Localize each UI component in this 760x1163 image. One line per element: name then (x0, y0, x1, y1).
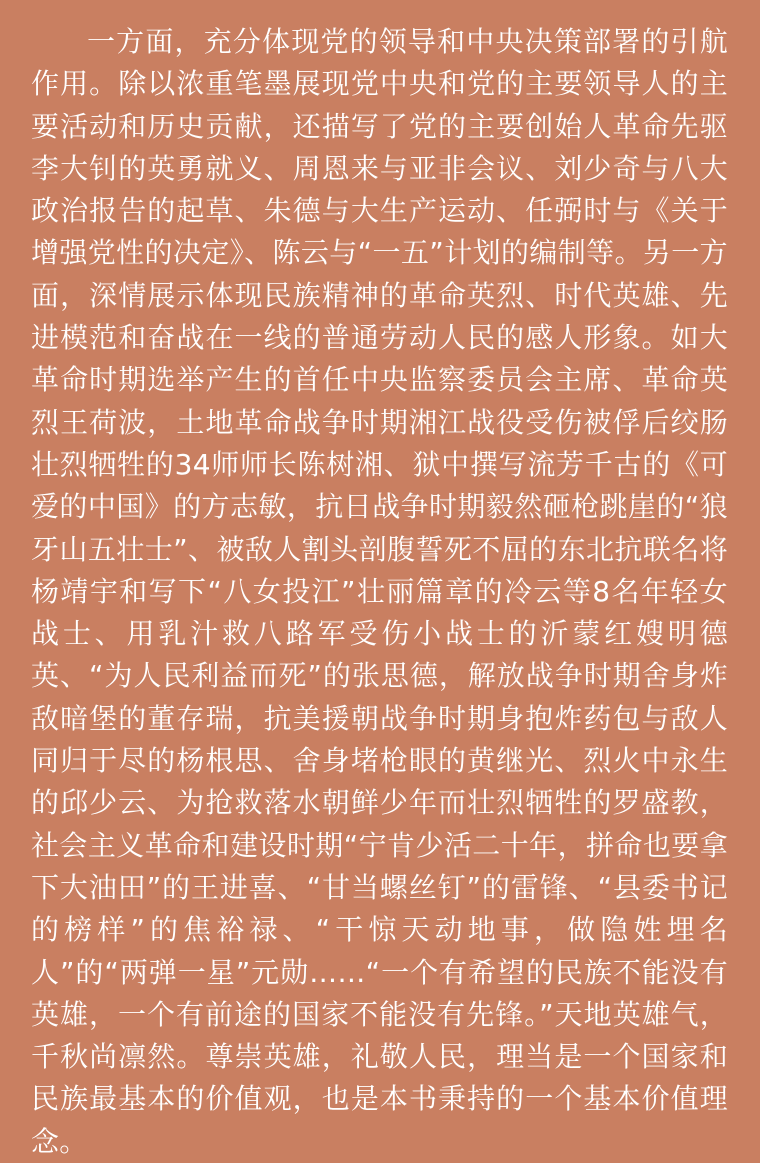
body-paragraph: 一方面，充分体现党的领导和中央决策部署的引航作用。除以浓重笔墨展现党中央和党的主要领导人的主要活动和历史贡献，还描写了党的主要创始人革命先驱李大钊的英勇就义、周恩来与亚非会议、刘少奇与八大政治报告的起草、朱德与大生产运动、任弼时与《关于增强党性的决定》、陈云与“一五”计划的编制等。另一方面，深情展示体现民族精神的革命英烈、时代英雄、先进模范和奋战在一线的普通劳动人民的感人形象。如大革命时期选举产生的首任中央监察委员会主席、革命英烈王荷波，土地革命战争时期湘江战役受伤被俘后绞肠壮烈牺牲的34师师长陈树湘、狱中撰写流芳千古的《可爱的中国》的方志敏，抗日战争时期毅然砸枪跳崖的“狼牙山五壮士”、被敌人割头剖腹誓死不屈的东北抗联名将杨靖宇和写下“八女投江”壮丽篇章的冷云等8名年轻女战士、用乳汁救八路军受伤小战士的沂蒙红嫂明德英、“为人民利益而死”的张思德，解放战争时期舍身炸敌暗堡的董存瑞，抗美援朝战争时期身抱炸药包与敌人同归于尽的杨根思、舍身堵枪眼的黄继光、烈火中永生的邱少云、为抢救落水朝鲜少年而壮烈牺牲的罗盛教，社会主义革命和建设时期“宁肯少活二十年，拼命也要拿下大油田”的王进喜、“甘当螺丝钉”的雷锋、“县委书记的榜样”的焦裕禄、“干惊天动地事，做隐姓埋名人”的“两弹一星”元勋……“一个有希望的民族不能没有英雄，一个有前途的国家不能没有先锋。”天地英雄气，千秋尚凛然。尊崇英雄，礼敬人民，理当是一个国家和民族最基本的价值观，也是本书秉持的一个基本价值理念。 (31, 25, 728, 1158)
